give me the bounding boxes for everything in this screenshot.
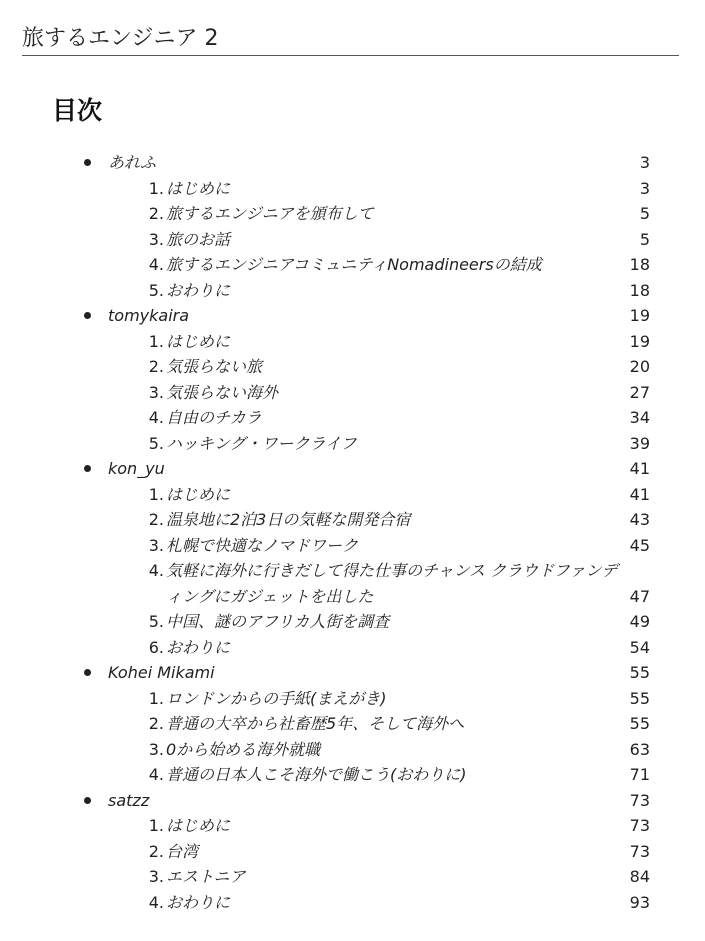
page-number: 27: [629, 382, 650, 402]
page-number: 34: [629, 408, 650, 427]
page-number: 43: [629, 510, 650, 529]
toc-chapter-row[interactable]: [0, 813, 705, 839]
page-number: 54: [629, 637, 650, 657]
toc-chapter-row[interactable]: [0, 890, 705, 916]
toc-chapter-row[interactable]: [0, 558, 705, 609]
chapter-title: おわりに: [166, 637, 231, 657]
page-number: 20: [629, 357, 650, 376]
chapter-number: 6.: [148, 637, 164, 657]
toc-chapter-row[interactable]: [0, 227, 705, 253]
toc-chapter-row[interactable]: [0, 201, 705, 227]
section-author: kon_yu: [108, 459, 165, 478]
page-number: 41: [629, 459, 650, 478]
toc-chapter-row[interactable]: [0, 176, 705, 202]
chapter-number: 4.: [148, 255, 164, 274]
page-number: 18: [629, 280, 650, 300]
chapter-title: ハッキング・ワークライフ: [166, 433, 357, 453]
chapter-title: 普通の大卒から社畜歴5年、そして海外へ: [166, 714, 465, 733]
chapter-title: 気張らない旅: [166, 357, 263, 376]
toc-chapter-row[interactable]: [0, 864, 705, 890]
bullet-icon: [84, 797, 91, 804]
toc-section-row[interactable]: [0, 456, 705, 482]
chapter-number: 4.: [148, 408, 164, 427]
chapter-number: 1.: [148, 331, 164, 351]
page-number: 3: [639, 153, 650, 172]
page-number: 84: [629, 867, 650, 886]
section-author: satzz: [108, 790, 150, 810]
page-number: 63: [629, 739, 650, 759]
chapter-number: 2.: [148, 357, 164, 376]
toc-heading: 目次: [52, 96, 103, 125]
chapter-title-continued: ィングにガジェットを出した: [166, 586, 374, 606]
chapter-number: 4.: [148, 892, 164, 912]
chapter-number: 5.: [148, 433, 164, 453]
chapter-number: 5.: [148, 280, 164, 300]
toc-chapter-row[interactable]: [0, 405, 705, 431]
toc-chapter-row[interactable]: [0, 533, 705, 559]
page-number: 18: [629, 255, 650, 274]
toc-chapter-row[interactable]: [0, 278, 705, 304]
page-number: 39: [629, 433, 650, 453]
chapter-title: エストニア: [166, 867, 246, 886]
chapter-number: 1.: [148, 688, 164, 708]
book-title: 旅するエンジニア 2: [22, 26, 219, 51]
chapter-number: 1.: [148, 484, 164, 504]
chapter-title: 自由のチカラ: [166, 408, 262, 427]
toc-chapter-row[interactable]: [0, 686, 705, 712]
page-number: 19: [629, 306, 650, 325]
chapter-title: 気軽に海外に行きだして得た仕事のチャンス クラウドファンデ: [166, 561, 618, 580]
toc-section-row[interactable]: [0, 660, 705, 686]
chapter-title: 気張らない海外: [166, 382, 279, 402]
chapter-number: 1.: [148, 816, 164, 835]
toc-chapter-row[interactable]: [0, 711, 705, 737]
chapter-number: 1.: [148, 178, 164, 198]
page-number: 19: [629, 331, 650, 351]
page-number: 55: [629, 714, 650, 733]
section-author: tomykaira: [108, 306, 190, 325]
chapter-title: はじめに: [166, 484, 231, 504]
page-number: 71: [629, 765, 650, 784]
chapter-title: はじめに: [166, 178, 231, 198]
chapter-title: 旅するエンジニアコミュニティNomadineersの結成: [166, 255, 542, 274]
page-number: 73: [629, 816, 650, 835]
page-number: 3: [639, 178, 650, 198]
title-divider: [22, 55, 679, 56]
toc-section-row[interactable]: [0, 150, 705, 176]
chapter-title: 普通の日本人こそ海外で働こう(おわりに): [166, 765, 467, 784]
page-number: 49: [629, 612, 650, 631]
chapter-number: 5.: [148, 612, 164, 631]
toc-section-row[interactable]: [0, 788, 705, 814]
toc-chapter-row[interactable]: [0, 839, 705, 865]
section-author: あれふ: [108, 153, 157, 172]
page-number: 55: [629, 688, 650, 708]
chapter-number: 2.: [148, 841, 164, 861]
bullet-icon: [84, 669, 91, 676]
page-number: 93: [629, 892, 650, 912]
table-of-contents: [0, 150, 705, 915]
chapter-number: 2.: [148, 204, 164, 223]
chapter-number: 3.: [148, 229, 164, 249]
page-number: 47: [629, 586, 650, 606]
chapter-number: 4.: [148, 561, 164, 580]
bullet-icon: [84, 465, 91, 472]
toc-chapter-row[interactable]: [0, 482, 705, 508]
chapter-title: 0から始める海外就職: [166, 739, 321, 759]
toc-chapter-row[interactable]: [0, 252, 705, 278]
toc-chapter-row[interactable]: [0, 737, 705, 763]
chapter-title: 札幌で快適なノマドワーク: [166, 535, 359, 555]
chapter-title: 中国、謎のアフリカ人街を調査: [166, 612, 390, 631]
toc-chapter-row[interactable]: [0, 329, 705, 355]
toc-chapter-row[interactable]: [0, 380, 705, 406]
chapter-number: 3.: [148, 867, 164, 886]
toc-chapter-row[interactable]: [0, 431, 705, 457]
page-number: 45: [629, 535, 650, 555]
page-number: 73: [629, 841, 650, 861]
chapter-title: ロンドンからの手紙(まえがき): [166, 688, 387, 708]
page-number: 5: [639, 204, 650, 223]
chapter-title: 台湾: [166, 841, 199, 861]
chapter-title: おわりに: [166, 280, 231, 300]
page-number: 55: [629, 663, 650, 682]
page-number: 41: [629, 484, 650, 504]
bullet-icon: [84, 159, 91, 166]
toc-chapter-row[interactable]: [0, 635, 705, 661]
toc-chapter-row[interactable]: [0, 762, 705, 788]
chapter-title: はじめに: [166, 816, 231, 835]
chapter-number: 2.: [148, 714, 164, 733]
chapter-title: 旅するエンジニアを頒布して: [166, 204, 374, 223]
toc-chapter-row[interactable]: [0, 354, 705, 380]
chapter-title: 温泉地に2泊3日の気軽な開発合宿: [166, 510, 411, 529]
section-author: Kohei Mikami: [108, 663, 215, 682]
page-number: 5: [639, 229, 650, 249]
chapter-number: 3.: [148, 382, 164, 402]
toc-chapter-row[interactable]: [0, 507, 705, 533]
chapter-number: 4.: [148, 765, 164, 784]
page-number: 73: [629, 790, 650, 810]
toc-chapter-row[interactable]: [0, 609, 705, 635]
chapter-number: 2.: [148, 510, 164, 529]
chapter-number: 3.: [148, 535, 164, 555]
toc-section-row[interactable]: [0, 303, 705, 329]
chapter-title: 旅のお話: [166, 229, 231, 249]
chapter-number: 3.: [148, 739, 164, 759]
chapter-title: おわりに: [166, 892, 231, 912]
bullet-icon: [84, 312, 91, 319]
chapter-title: はじめに: [166, 331, 231, 351]
